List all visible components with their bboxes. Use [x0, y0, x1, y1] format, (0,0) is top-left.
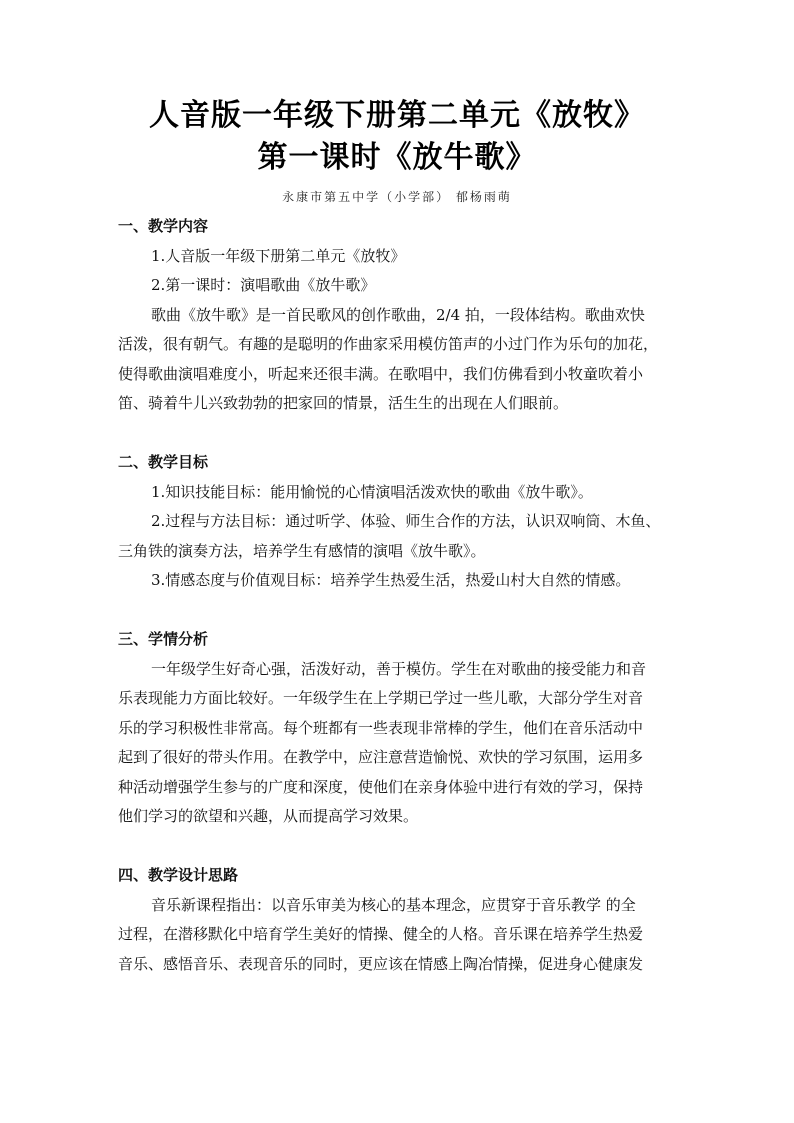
- paragraph-line: 他们学习的欲望和兴趣，从而提高学习效果。: [118, 807, 419, 825]
- section-design-rationale: [118, 861, 678, 979]
- document-subtitle: 第一课时《放牛歌》: [257, 140, 537, 175]
- section-teaching-goals: [118, 448, 678, 596]
- paragraph-line: 起到了很好的带头作用。在教学中，应注意营造愉悦、欢快的学习氛围，运用多: [118, 748, 644, 766]
- section-spacer: [118, 596, 678, 626]
- paragraph-line: 乐表现能力方面比较好。一年级学生在上学期已学过一些儿歌，大部分学生对音: [118, 689, 644, 707]
- paragraph-line: 过程，在潜移默化中培育学生美好的情操、健全的人格。音乐课在培养学生热爱: [118, 925, 644, 943]
- paragraph-line: 种活动增强学生参与的广度和深度，使他们在亲身体验中进行有效的学习，保持: [118, 777, 644, 796]
- paragraph-line: 乐的学习积极性非常高。每个班都有一些表现非常棒的学生，他们在音乐活动中: [118, 718, 644, 737]
- section-teaching-content: [118, 212, 678, 419]
- paragraph-line: 音乐新课程指出：以音乐审美为核心的基本理念，应贯穿于音乐教学 的全: [151, 895, 636, 914]
- paragraph-line: 1.知识技能目标：能用愉悦的心情演唱活泼欢快的歌曲《放牛歌》。: [151, 482, 593, 501]
- section-student-analysis: [118, 625, 678, 832]
- paragraph-line: 一年级学生好奇心强，活泼好动，善于模仿。学生在对歌曲的接受能力和音: [151, 659, 647, 678]
- author-line: 永康市第五中学（小学部） 郁杨雨萌: [282, 190, 512, 204]
- section-heading: 一、教学内容: [118, 217, 209, 235]
- paragraph-line: 歌曲《放牛歌》是一首民歌风的创作歌曲，2/4 拍，一段体结构。歌曲欢快: [151, 305, 645, 324]
- section-heading: 三、学情分析: [118, 630, 209, 648]
- paragraph-line: 2.第一课时：演唱歌曲《放牛歌》: [151, 276, 376, 294]
- document-body: [118, 212, 678, 979]
- section-spacer: [118, 832, 678, 862]
- paragraph-line: 活泼，很有朝气。有趣的是聪明的作曲家采用模仿笛声的小过门作为乐句的加花，: [118, 335, 659, 353]
- paragraph-line: 1.人音版一年级下册第二单元《放牧》: [151, 246, 406, 265]
- section-spacer: [118, 419, 678, 449]
- paragraph-line: 2.过程与方法目标：通过听学、体验、师生合作的方法，认识双响筒、木鱼、: [151, 512, 661, 530]
- section-heading: 四、教学设计思路: [118, 866, 239, 884]
- paragraph-line: 3.情感态度与价值观目标：培养学生热爱生活，热爱山村大自然的情感。: [151, 571, 631, 589]
- document-title: 人音版一年级下册第二单元《放牧》: [149, 98, 645, 133]
- paragraph-line: 音乐、感悟音乐、表现音乐的同时，更应该在情感上陶冶情操，促进身心健康发: [118, 954, 644, 973]
- paragraph-line: 使得歌曲演唱难度小，听起来还很丰满。在歌唱中，我们仿佛看到小牧童吹着小: [118, 364, 644, 383]
- paragraph-line: 笛、骑着牛儿兴致勃勃的把家回的情景，活生生的出现在人们眼前。: [118, 394, 569, 412]
- paragraph-line: 三角铁的演奏方法，培养学生有感情的演唱《放牛歌》。: [118, 541, 486, 560]
- section-heading: 二、教学目标: [118, 453, 209, 471]
